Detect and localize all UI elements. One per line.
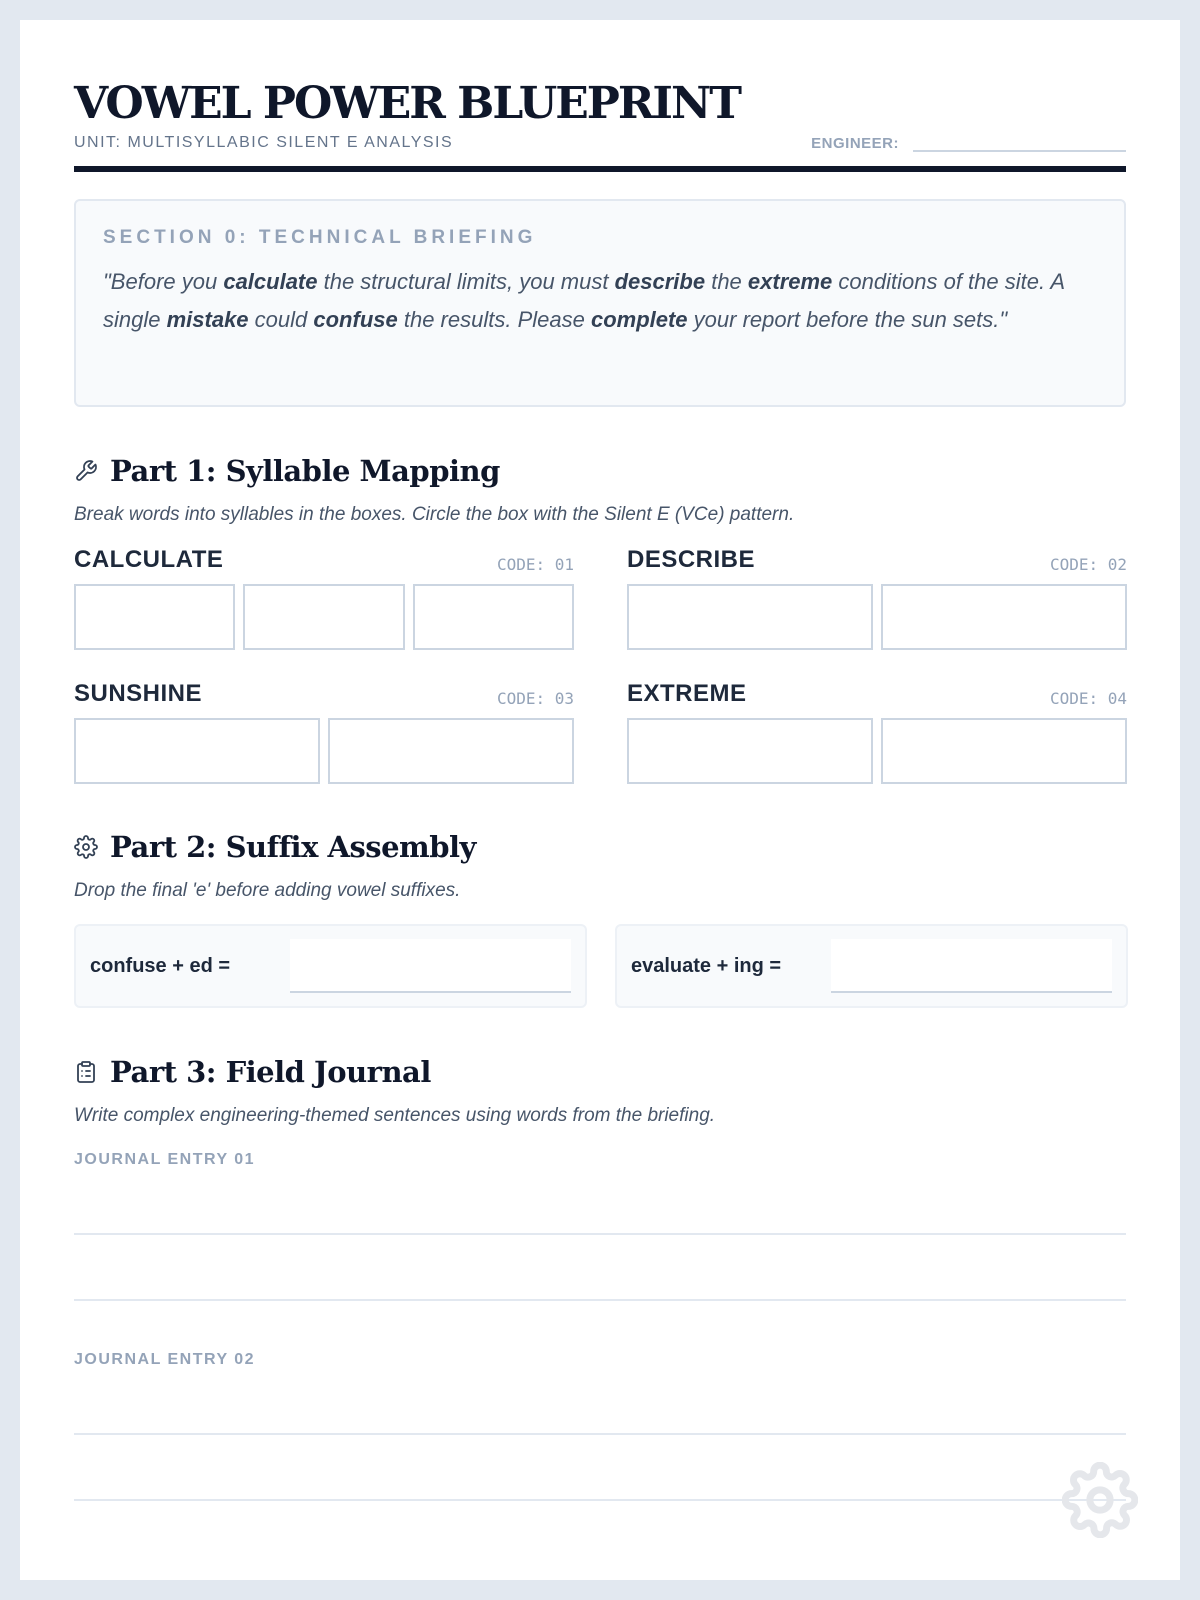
journal-writing-line[interactable] [74,1435,1126,1501]
field-journal [74,1151,1126,1501]
journal-writing-line[interactable] [74,1369,1126,1435]
syllable-box-row [74,584,574,650]
syllable-box[interactable] [627,584,873,650]
syllable-word-grid [74,546,1126,784]
word-card-header [627,680,1127,708]
target-word: DESCRIBE [627,546,756,574]
briefing-keyword: complete [590,307,688,333]
syllable-box[interactable] [413,584,574,650]
part-1-instructions: Break words into syllables in the boxes. Circle the box with the Silent E (VCe) pattern. [74,504,795,526]
suffix-answer-field[interactable] [290,939,571,993]
suffix-assembly-row [74,924,1126,1008]
header [74,20,1126,172]
word-code: CODE: 03 [496,689,574,709]
suffix-card [615,924,1128,1008]
part-1-header [74,454,1126,488]
syllable-box[interactable] [243,584,404,650]
journal-writing-line[interactable] [74,1235,1126,1301]
part-1-section [74,454,1126,784]
part-2-instructions: Drop the final 'e' before adding vowel suffixes. [74,880,461,902]
briefing-keyword: calculate [223,269,318,295]
suffix-equation: evaluate + ing = [631,954,782,977]
technical-briefing-panel [74,199,1126,407]
briefing-text-segment: the [705,269,748,295]
syllable-word-card [627,546,1127,650]
suffix-card [74,924,587,1008]
syllable-box-row [74,718,574,784]
journal-entry-label: JOURNAL ENTRY 02 [74,1351,256,1369]
syllable-box-row [627,718,1127,784]
target-word: EXTREME [627,680,747,708]
word-card-header [74,546,574,574]
briefing-text-segment: your report before the sun sets." [687,307,1008,333]
syllable-box[interactable] [74,718,320,784]
briefing-text-segment: "Before you [103,269,224,295]
header-meta-row [74,132,1126,172]
briefing-keyword: confuse [313,307,398,333]
part-2-section [74,830,1126,1008]
target-word: SUNSHINE [74,680,203,708]
word-code: CODE: 02 [1049,555,1127,575]
part-3-title: Part 3: Field Journal [110,1055,431,1090]
worksheet-page [20,20,1180,1580]
briefing-text-segment: the structural limits, you must [317,269,615,295]
part-2-title: Part 2: Suffix Assembly [110,830,476,865]
syllable-box[interactable] [627,718,873,784]
syllable-box[interactable] [881,584,1127,650]
briefing-text-segment: could [248,307,314,333]
part-3-header [74,1055,1126,1089]
briefing-text [103,263,1097,339]
briefing-keyword: extreme [747,269,833,295]
gear-icon [74,835,98,859]
journal-writing-line[interactable] [74,1169,1126,1235]
briefing-text-segment: the results. Please [397,307,591,333]
word-code: CODE: 01 [496,555,574,575]
syllable-box[interactable] [328,718,574,784]
gear-watermark-icon [1062,1462,1138,1538]
syllable-box[interactable] [74,584,235,650]
briefing-keyword: mistake [166,307,249,333]
engineer-label: ENGINEER: [811,135,899,153]
page-title: VOWEL POWER BLUEPRINT [74,78,740,129]
syllable-word-card [627,680,1127,784]
syllable-box-row [627,584,1127,650]
syllable-box[interactable] [881,718,1127,784]
word-card-header [627,546,1127,574]
suffix-answer-field[interactable] [831,939,1112,993]
target-word: CALCULATE [74,546,224,574]
engineer-name-input[interactable] [913,132,1126,152]
briefing-keyword: describe [614,269,706,295]
word-code: CODE: 04 [1049,689,1127,709]
suffix-equation: confuse + ed = [90,954,231,977]
engineer-field-group [811,132,1126,152]
part-1-title: Part 1: Syllable Mapping [110,454,500,489]
part-2-header [74,830,1126,864]
part-3-instructions: Write complex engineering-themed sentences using words from the briefing. [74,1105,716,1127]
journal-entry-label: JOURNAL ENTRY 01 [74,1151,256,1169]
syllable-word-card [74,680,574,784]
briefing-title: SECTION 0: TECHNICAL BRIEFING [103,227,537,249]
clipboard-icon [74,1060,98,1084]
wrench-icon [74,459,98,483]
part-3-section [74,1055,1126,1501]
word-card-header [74,680,574,708]
unit-label: UNIT: MULTISYLLABIC SILENT E ANALYSIS [74,134,454,152]
briefing-text-segment: conditions of the site. A single [103,269,1065,333]
syllable-word-card [74,546,574,650]
